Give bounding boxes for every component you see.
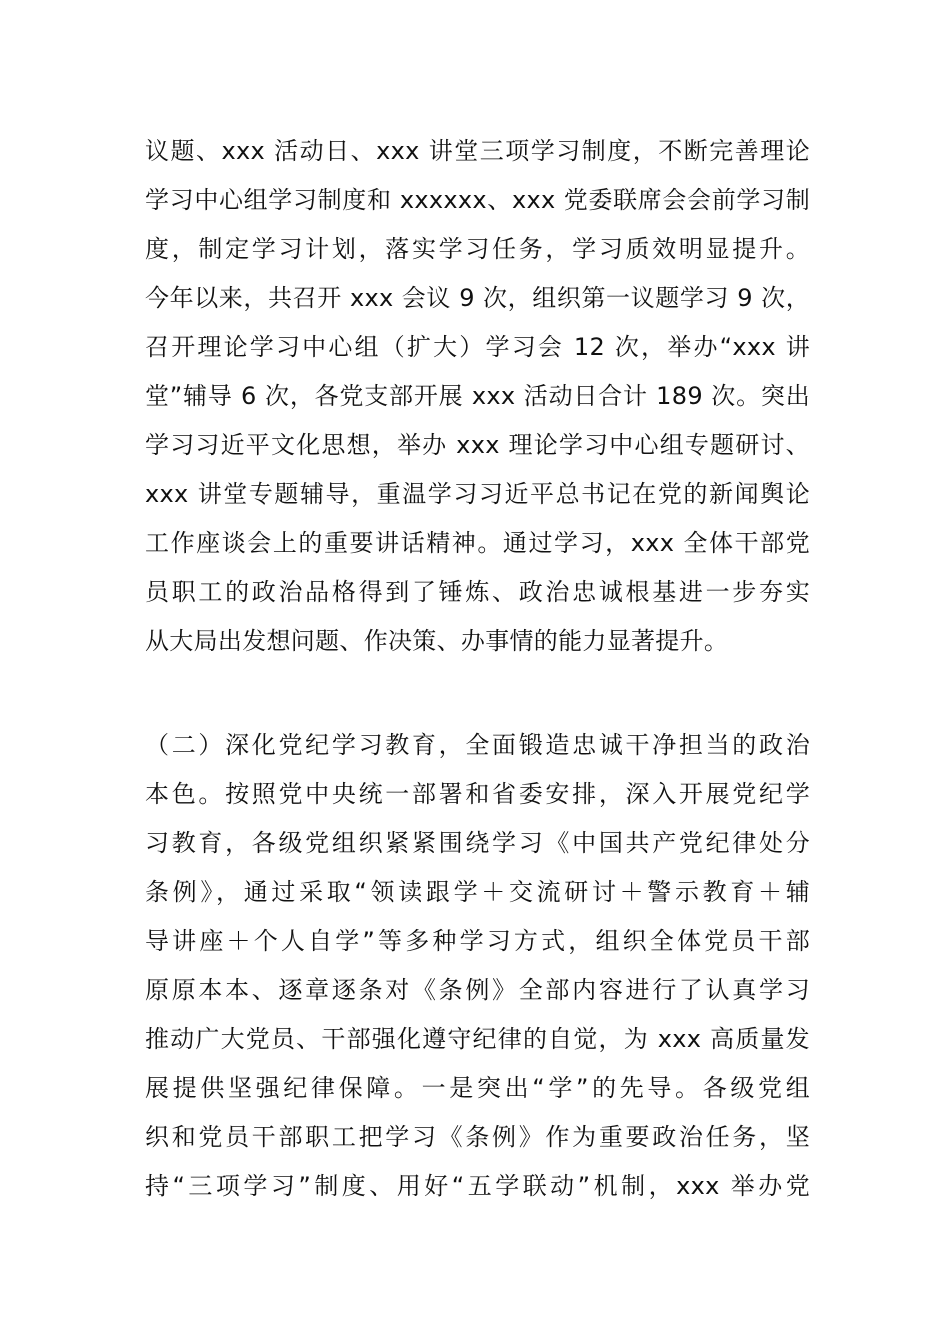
text-line: 议题、xxx 活动日、xxx 讲堂三项学习制度，不断完善理论 bbox=[145, 137, 810, 165]
text-line: 学习中心组学习制度和 xxxxxx、xxx 党委联席会会前学习制 bbox=[145, 186, 810, 214]
text-line: 员职工的政治品格得到了锤炼、政治忠诚根基进一步夯实 bbox=[145, 578, 810, 606]
text-line: 召开理论学习中心组（扩大）学习会 12 次，举办“xxx 讲 bbox=[145, 333, 810, 361]
text-line: 展提供坚强纪律保障。一是突出“学”的先导。各级党组 bbox=[145, 1074, 810, 1102]
text-line: xxx 讲堂专题辅导，重温学习习近平总书记在党的新闻舆论 bbox=[145, 480, 810, 508]
text-line: 习教育，各级党组织紧紧围绕学习《中国共产党纪律处分 bbox=[145, 829, 810, 857]
paragraph-discipline-education bbox=[145, 721, 810, 1211]
paragraph-study-system bbox=[145, 127, 810, 666]
text-line: （二）深化党纪学习教育，全面锻造忠诚干净担当的政治 bbox=[145, 731, 810, 759]
text-line: 学习习近平文化思想，举办 xxx 理论学习中心组专题研讨、 bbox=[145, 431, 810, 459]
text-line: 导讲座＋个人自学”等多种学习方式，组织全体党员干部 bbox=[145, 927, 810, 955]
text-line: 本色。按照党中央统一部署和省委安排，深入开展党纪学 bbox=[145, 780, 810, 808]
text-line: 度，制定学习计划，落实学习任务，学习质效明显提升。 bbox=[145, 235, 810, 263]
text-line: 持“三项学习”制度、用好“五学联动”机制，xxx 举办党 bbox=[145, 1172, 810, 1200]
text-line: 条例》，通过采取“领读跟学＋交流研讨＋警示教育＋辅 bbox=[145, 878, 810, 906]
text-line: 工作座谈会上的重要讲话精神。通过学习，xxx 全体干部党 bbox=[145, 529, 810, 557]
text-line: 织和党员干部职工把学习《条例》作为重要政治任务，坚 bbox=[145, 1123, 810, 1151]
text-line: 今年以来，共召开 xxx 会议 9 次，组织第一议题学习 9 次， bbox=[145, 284, 810, 312]
text-line: 堂”辅导 6 次，各党支部开展 xxx 活动日合计 189 次。突出 bbox=[145, 382, 810, 410]
text-line: 从大局出发想问题、作决策、办事情的能力显著提升。 bbox=[145, 627, 729, 655]
text-line: 原原本本、逐章逐条对《条例》全部内容进行了认真学习 bbox=[145, 976, 810, 1004]
text-line: 推动广大党员、干部强化遵守纪律的自觉，为 xxx 高质量发 bbox=[145, 1025, 810, 1053]
